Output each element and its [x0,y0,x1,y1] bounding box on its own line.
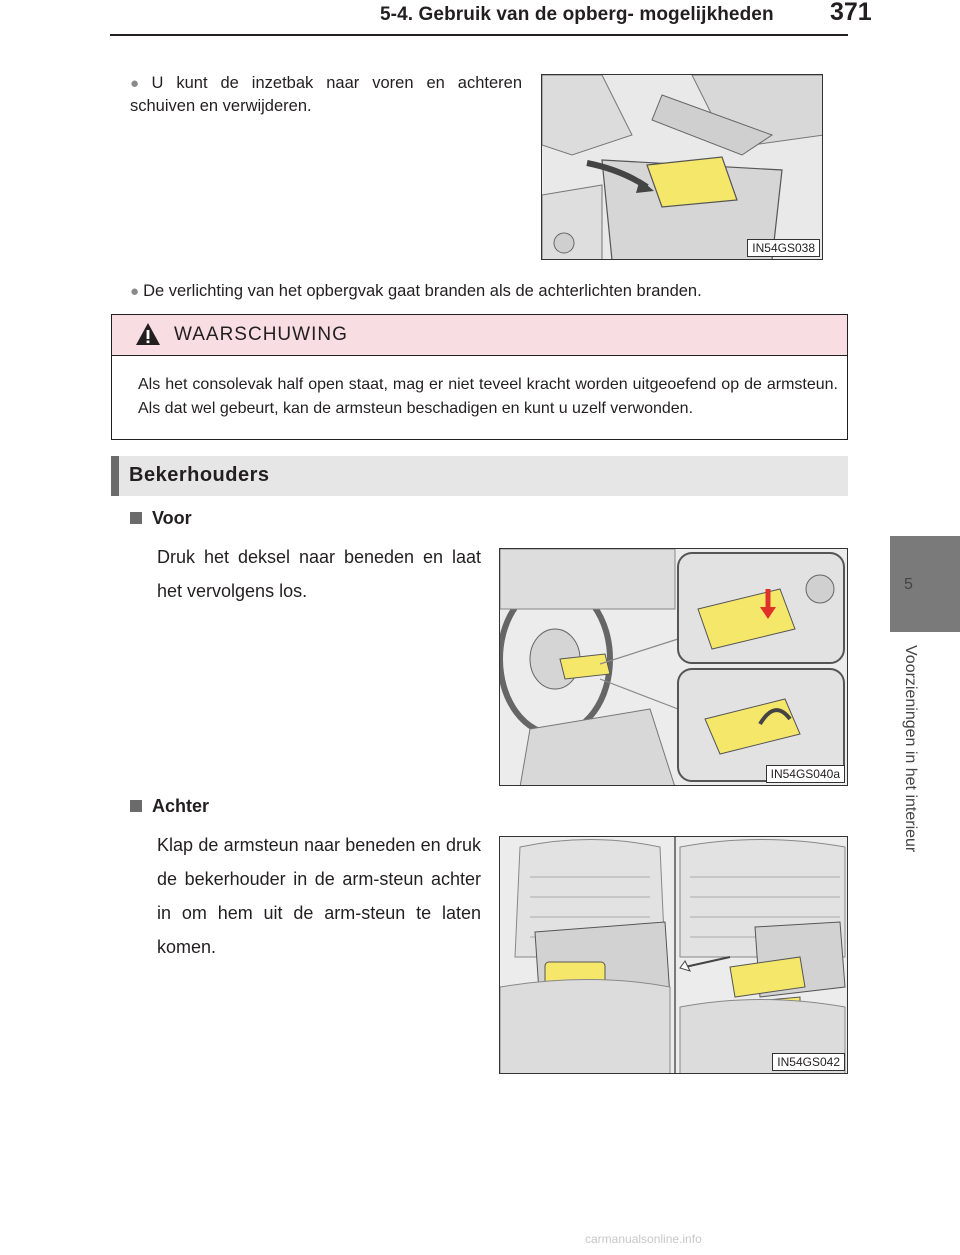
bullet-text: U kunt de inzetbak naar voren en achteren schuiven en verwijderen. [130,74,522,115]
square-bullet-icon [130,800,142,812]
header-section-title: 5-4. Gebruik van de opberg- mogelijkheden [380,4,774,25]
figure-code: IN54GS042 [772,1053,845,1071]
chapter-tab [890,536,960,632]
header-divider [110,34,848,36]
front-instructions: Druk het deksel naar beneden en laat het vervolgens los. [157,547,481,601]
figure-code: IN54GS038 [747,239,820,257]
square-bullet-icon [130,512,142,524]
figure-front-cupholder [499,548,848,786]
subheading-front [130,508,192,529]
bullet-dot-icon: ● [130,283,140,300]
console-tray-illustration [542,75,823,260]
watermark: carmanualsonline.info [585,1232,702,1246]
bullet-item [130,72,522,118]
figure-rear-cupholder [499,836,848,1074]
figure-console-tray [541,74,823,260]
warning-triangle-icon [134,321,162,347]
warning-box [111,314,848,440]
subheading-rear [130,796,209,817]
bullet-text: De verlichting van het opbergvak gaat branden als de achterlichten branden. [143,282,702,300]
section-title: Bekerhouders [129,464,270,486]
bullet-item [130,280,850,303]
subheading-rear-label: Achter [152,796,210,816]
figure-code: IN54GS040a [766,765,845,783]
chapter-title: Voorzieningen in het interieur [902,645,919,853]
chapter-number: 5 [904,576,913,593]
subheading-front-label: Voor [152,508,192,528]
rear-instructions: Klap de armsteun naar beneden en druk de bekerhouder in de arm-steun achter in om hem uit de arm-steun te laten komen. [157,835,481,957]
rear-cupholder-illustration [500,837,848,1074]
warning-text: Als het consolevak half open staat, mag er niet teveel kracht worden uitgeoefend op de armsteun. Als dat wel gebeurt, kan de armsteun beschadigen en kunt u uzelf verwonden. [138,376,838,417]
page-number: 371 [830,0,872,26]
warning-header [112,315,847,356]
front-cupholder-illustration [500,549,848,786]
warning-title: WAARSCHUWING [174,324,348,345]
section-header [111,456,848,496]
bullet-dot-icon: ● [130,75,148,92]
